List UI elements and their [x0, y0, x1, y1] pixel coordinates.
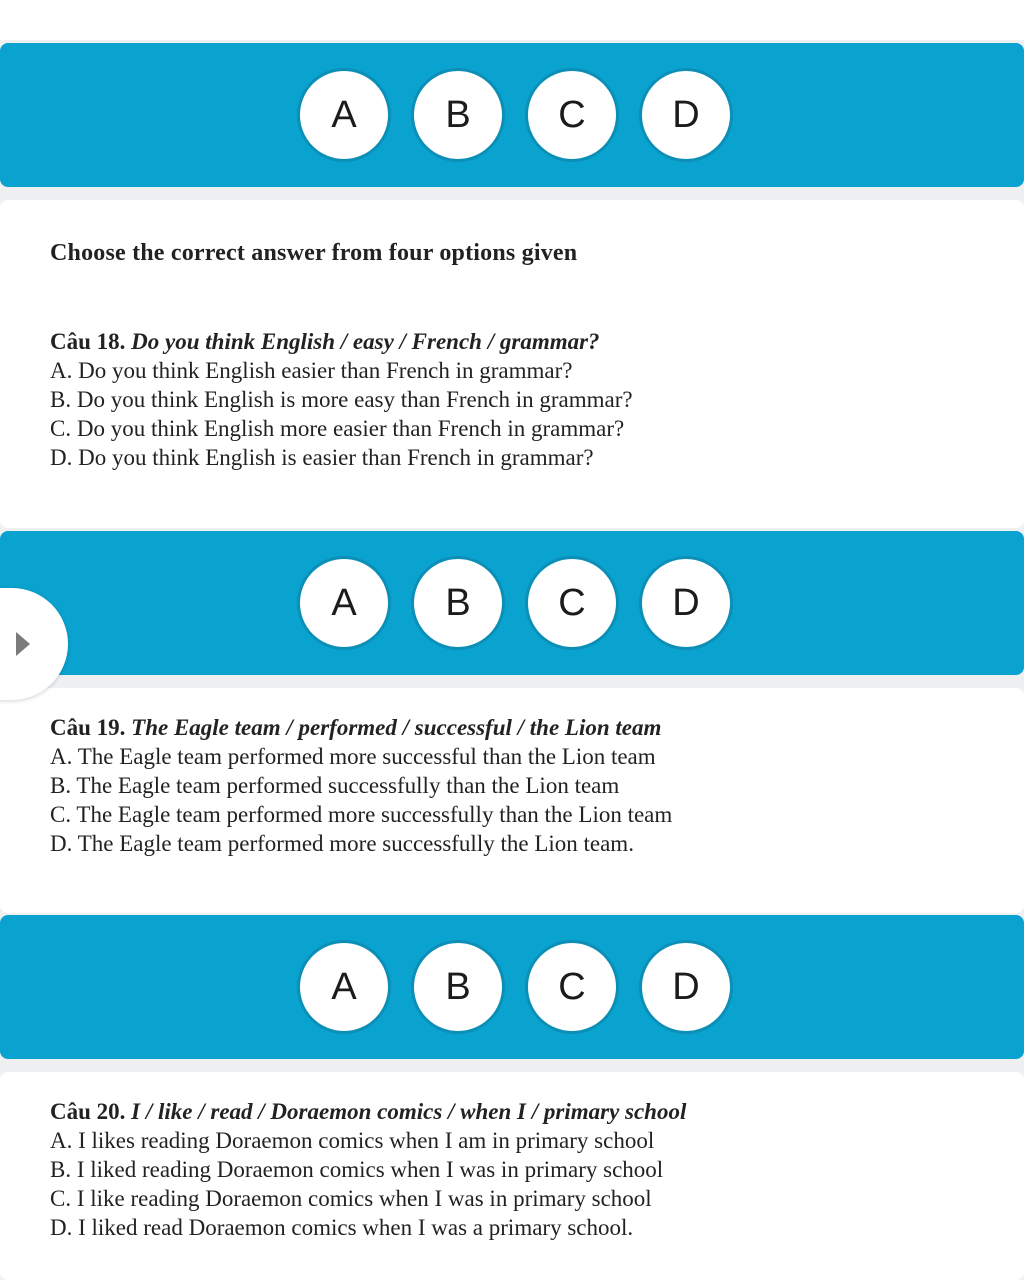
choice-a: A. The Eagle team performed more successful than the Lion team — [50, 744, 656, 769]
option-a-button[interactable]: A — [297, 68, 391, 162]
top-card — [0, 0, 1024, 40]
option-b-button[interactable]: B — [411, 68, 505, 162]
option-c-button[interactable]: C — [525, 556, 619, 650]
question-prompt: Do you think English / easy / French / grammar? — [131, 329, 600, 354]
choice-b: B. Do you think English is more easy than French in grammar? — [50, 387, 633, 412]
choice-c: C. The Eagle team performed more successfully than the Lion team — [50, 802, 673, 827]
option-d-button[interactable]: D — [639, 556, 733, 650]
instruction-text: Choose the correct answer from four options given — [50, 240, 578, 266]
choice-c: C. I like reading Doraemon comics when I was in primary school — [50, 1186, 652, 1211]
question-heading — [50, 1097, 686, 1126]
choice-d: D. Do you think English is easier than French in grammar? — [50, 445, 594, 470]
answer-bar-1 — [0, 43, 1024, 187]
choice-d: D. The Eagle team performed more successfully the Lion team. — [50, 831, 634, 856]
question-card-19 — [0, 688, 1024, 913]
option-b-button[interactable]: B — [411, 556, 505, 650]
choice-b: B. I liked reading Doraemon comics when I was in primary school — [50, 1157, 664, 1182]
option-d-button[interactable]: D — [639, 940, 733, 1034]
question-18 — [50, 327, 633, 472]
answer-options-row — [0, 68, 1024, 162]
answer-options-row — [0, 940, 1024, 1034]
choice-c: C. Do you think English more easier than French in grammar? — [50, 416, 625, 441]
answer-options-row — [0, 556, 1024, 650]
question-number: Câu 18. — [50, 329, 126, 354]
choice-a: A. Do you think English easier than French in grammar? — [50, 358, 573, 383]
choice-d: D. I liked read Doraemon comics when I was a primary school. — [50, 1215, 634, 1240]
question-card-18 — [0, 200, 1024, 528]
question-number: Câu 20. — [50, 1099, 126, 1124]
question-20 — [50, 1097, 686, 1242]
option-d-button[interactable]: D — [639, 68, 733, 162]
option-a-button[interactable]: A — [297, 940, 391, 1034]
question-prompt: The Eagle team / performed / successful / the Lion team — [131, 715, 662, 740]
play-icon — [16, 632, 30, 656]
answer-bar-2 — [0, 531, 1024, 675]
choice-a: A. I likes reading Doraemon comics when I am in primary school — [50, 1128, 655, 1153]
option-b-button[interactable]: B — [411, 940, 505, 1034]
question-heading — [50, 713, 672, 742]
option-a-button[interactable]: A — [297, 556, 391, 650]
choice-b: B. The Eagle team performed successfully than the Lion team — [50, 773, 620, 798]
option-c-button[interactable]: C — [525, 940, 619, 1034]
option-c-button[interactable]: C — [525, 68, 619, 162]
question-prompt: I / like / read / Doraemon comics / when I / primary school — [131, 1099, 687, 1124]
question-19 — [50, 713, 672, 858]
question-number: Câu 19. — [50, 715, 126, 740]
answer-bar-3 — [0, 915, 1024, 1059]
question-heading — [50, 327, 633, 356]
question-card-20 — [0, 1072, 1024, 1280]
